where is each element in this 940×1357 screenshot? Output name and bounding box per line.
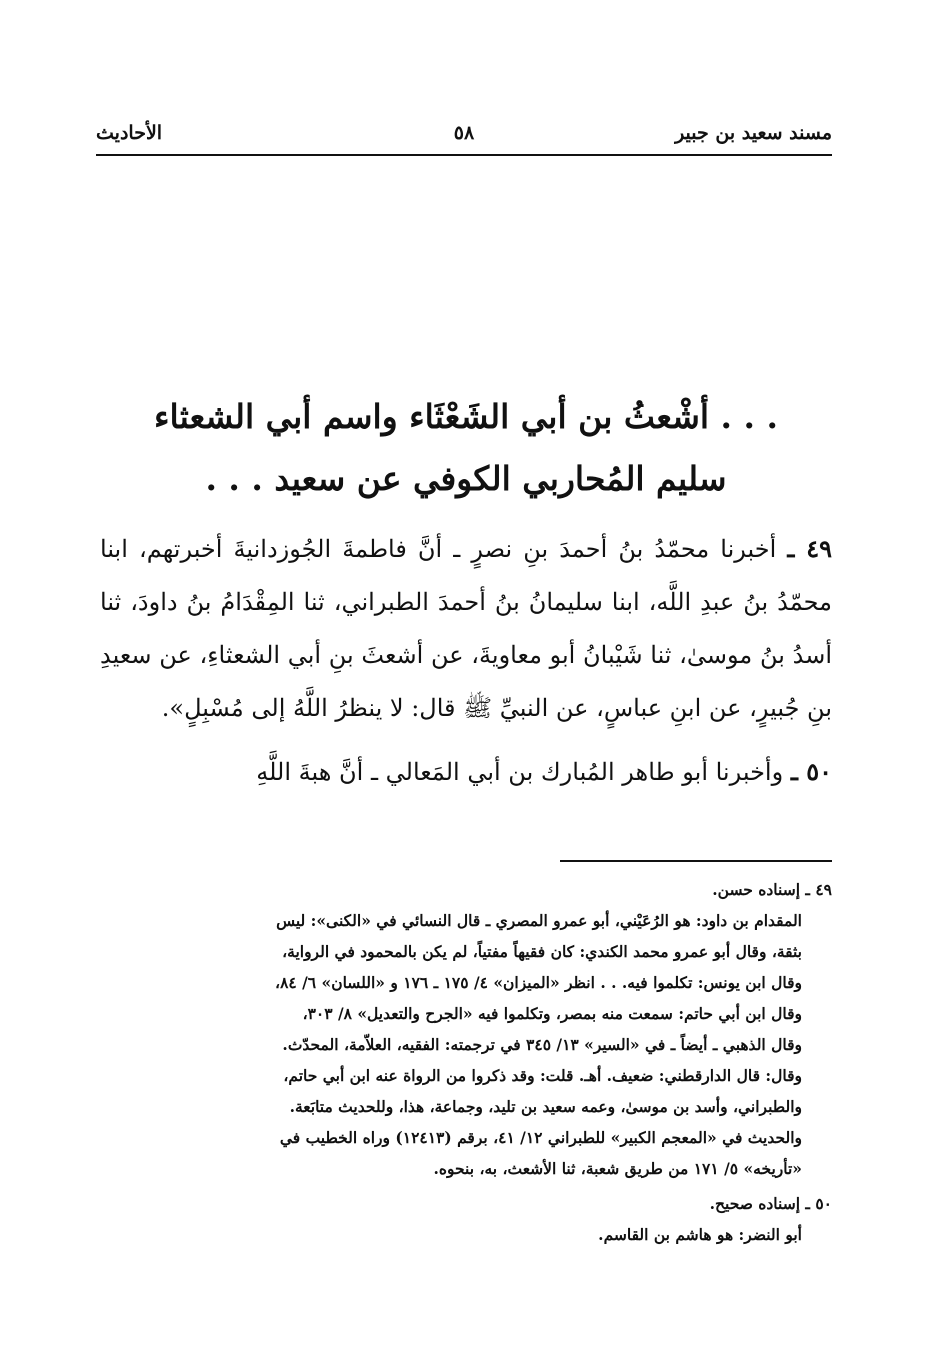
chapter-heading xyxy=(100,386,832,510)
footnote-49-line: وقال ابن أبي حاتم: سمعت منه بمصر، وتكلموا فيه «الجرح والتعديل» ٨/ ٣٠٣، xyxy=(302,1004,802,1023)
hadith-text xyxy=(100,522,832,799)
heading-line-2: سليم المُحاربي الكوفي عن سعيد . . . xyxy=(205,459,727,498)
footnote-49-line: «تأريخه» ٥/ ١٧١ من طريق شعبة، ثنا الأشعث، به، بنحوه. xyxy=(433,1159,802,1178)
footnote-49-line: بثقة، وقال أبو عمرو محمد الكندي: كان فقيهاً مفتياً، لم يكن بالمحمود في الرواية، xyxy=(282,942,802,961)
hadith-50 xyxy=(100,745,832,799)
footnote-49-title: ٤٩ ـ إسناده حسن. xyxy=(712,880,832,899)
book-title: مسند سعيد بن جبير xyxy=(675,122,832,144)
footnote-49-line: والطبراني، وأسد بن موسىٰ، وعمه سعيد بن تليد، وجماعة، هذا، وللحديث متابَعة. xyxy=(289,1097,802,1116)
footnote-separator xyxy=(560,860,832,862)
footnote-49-line: والحديث في «المعجم الكبير» للطبراني ١٢/ ٤١، برقم (١٢٤١٣) وراه الخطيب في xyxy=(279,1128,802,1147)
hadith-50-text: وأخبرنا أبو طاهر المُبارك بن أبي المَعالي ـ أنَّ هبةَ اللَّهِ xyxy=(256,758,784,786)
footnote-49-line: وقال الذهبي ـ أيضاً ـ في «السير» ١٣/ ٣٤٥ في ترجمته: الفقيه، العلاّمة، المحدّث. xyxy=(282,1035,802,1054)
running-header xyxy=(96,118,832,156)
heading-line-1: . . . أشْعثُ بن أبي الشَعْثَاء واسم أبي الشعثاء xyxy=(154,397,778,436)
footnote-50-line: أبو النضر: هو هاشم بن القاسم. xyxy=(598,1225,802,1244)
page-number: ٥٨ xyxy=(453,122,475,144)
hadith-49-text: أخبرنا محمّدُ بنُ أحمدَ بنِ نصرٍ ـ أنَّ فاطمةَ الجُوزدانيةَ أخبرتهم، ابنا محمّدُ بنُ عبدِ اللَّه، ابنا سليمانُ بنُ أحمدَ الطبراني، ثنا المِقْدَامُ بنُ داودَ، ثنا أسدُ بنُ موسىٰ، ثنا شَيْبانُ أبو معاويةَ، عن أشعثَ بنِ أبي الشعثاءِ، عن سعيدِ بنِ جُبيرٍ، عن ابنِ عباسٍ، عن النبيِّ ﷺ قال: لا ينظرُ اللَّهُ إلى مُسْبِلٍ». xyxy=(100,535,832,722)
section-title: الأحاديث xyxy=(96,122,163,144)
hadith-49 xyxy=(100,522,832,735)
footnote-49-line: وقال: قال الدارقطني: ضعيف. أهـ. قلت: وقد ذكروا من الرواة عنه ابن أبي حاتم، xyxy=(283,1066,802,1085)
hadith-number-49: ٤٩ ـ xyxy=(787,534,832,563)
hadith-number-50: ٥٠ ـ xyxy=(790,757,832,786)
footnotes xyxy=(100,874,832,1250)
footnote-49-line: المقدام بن داود: هو الرُعَيْني، أبو عمرو المصري ـ قال النسائي في «الكنى»: ليس xyxy=(276,911,802,930)
footnote-49-line: وقال ابن يونس: تكلموا فيه. . . انظر «الميزان» ٤/ ١٧٥ ـ ١٧٦ و «اللسان» ٦/ ٨٤، xyxy=(275,973,802,992)
footnote-50-title: ٥٠ ـ إسناده صحيح. xyxy=(709,1194,832,1213)
